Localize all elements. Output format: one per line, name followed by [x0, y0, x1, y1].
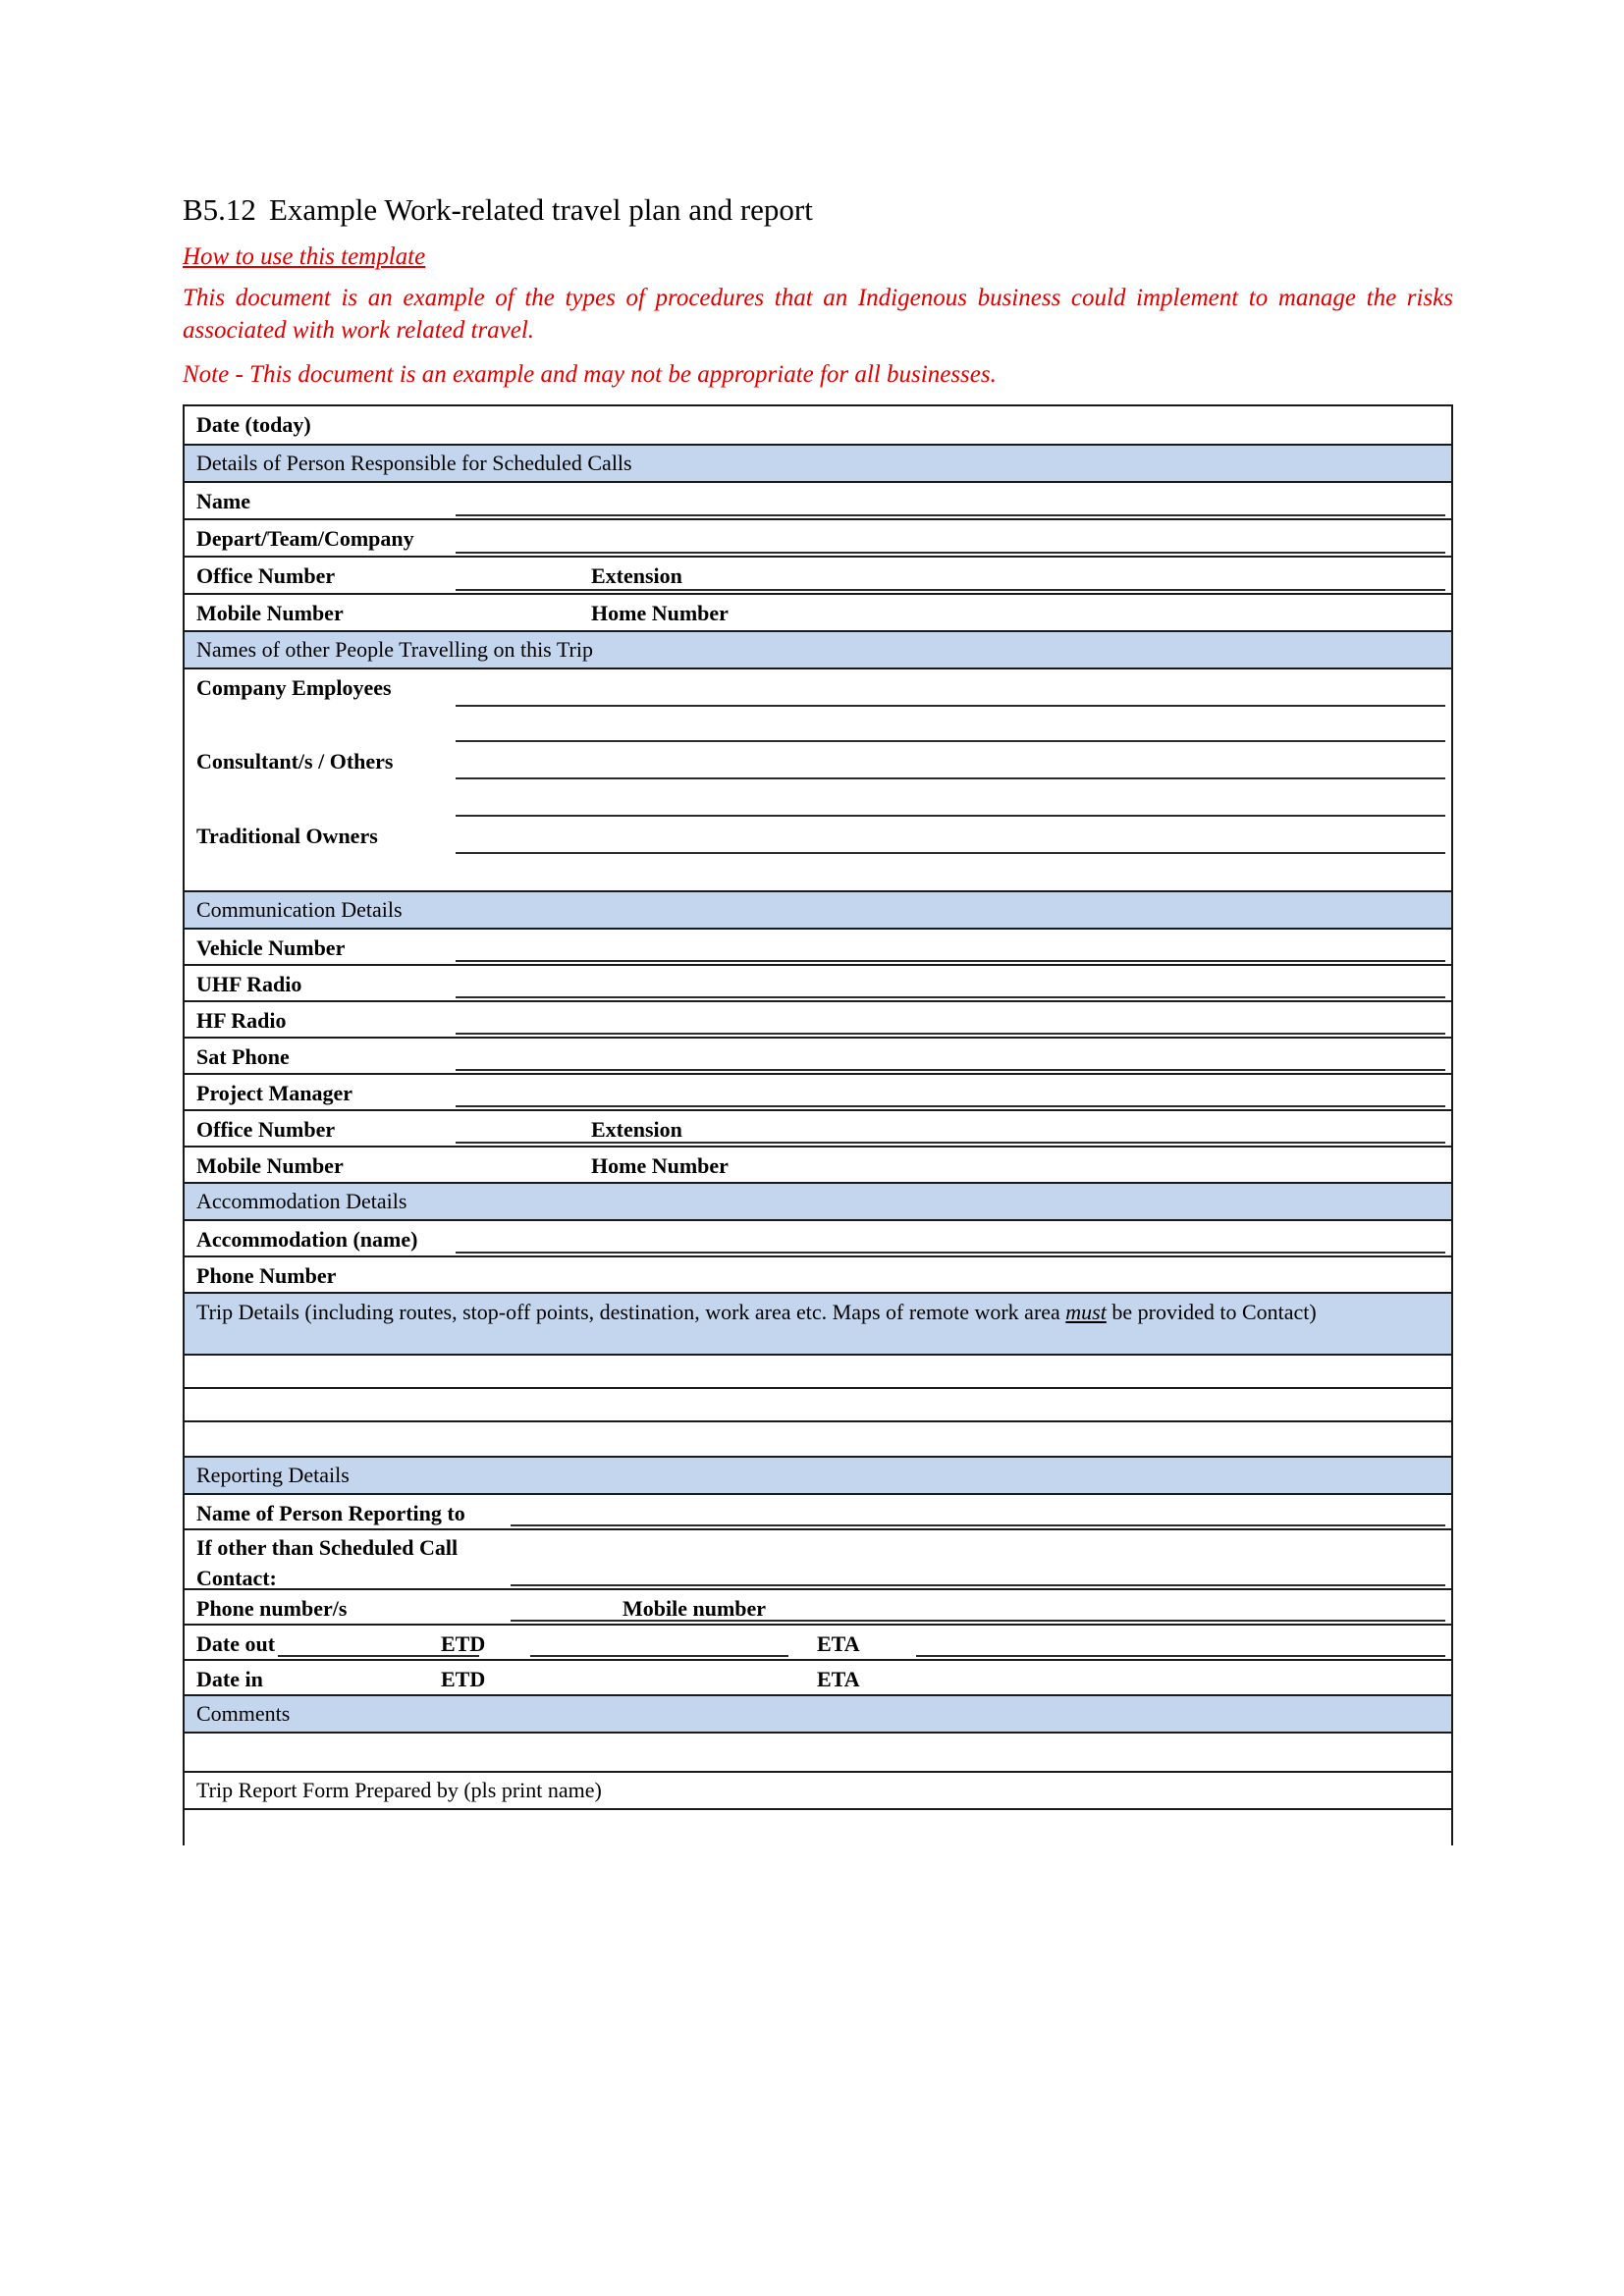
row-date-in: [185, 1661, 1451, 1696]
fill-line-date-out-eta[interactable]: [916, 1655, 1445, 1657]
page-title-number: B5.12: [183, 192, 256, 227]
label-uhf-radio: UHF Radio: [196, 972, 302, 997]
fill-line-office-number[interactable]: [456, 589, 760, 591]
document-content: [183, 192, 1453, 1845]
row-project-manager: [185, 1075, 1451, 1111]
row-uhf-radio: [185, 966, 1451, 1002]
row-accommodation-name: [185, 1221, 1451, 1257]
row-name: [185, 483, 1451, 520]
fill-line-date-out-etd[interactable]: [530, 1655, 788, 1657]
section-label-other-people: Names of other People Travelling on this Trip: [196, 637, 593, 663]
row-name-person-reporting: [185, 1495, 1451, 1530]
row-mobile-home-number: [185, 595, 1451, 632]
section-header-responsible-person: [185, 446, 1451, 483]
row-accommodation-phone-number: [185, 1257, 1451, 1294]
label-date-today: Date (today): [196, 412, 311, 438]
label-mobile-number: Mobile Number: [196, 601, 344, 626]
section-header-other-people: [185, 632, 1451, 669]
fill-line-accommodation-name[interactable]: [456, 1252, 1445, 1254]
fill-line-project-manager[interactable]: [456, 1105, 1445, 1107]
section-header-comments: [185, 1696, 1451, 1734]
fill-line-traditional-owners[interactable]: [456, 852, 1445, 854]
row-company-employees-extra: [185, 708, 1451, 743]
fill-line-consultants-others-1[interactable]: [456, 777, 1445, 779]
fill-line-vehicle-number[interactable]: [456, 960, 1445, 962]
label-accommodation-name: Accommodation (name): [196, 1227, 418, 1253]
section-label-trip-details: [194, 1294, 1317, 1331]
travel-plan-form: [183, 404, 1453, 1845]
fill-line-contact[interactable]: [511, 1584, 1445, 1586]
label-home-number: Home Number: [591, 601, 729, 626]
section-header-communication: [185, 892, 1451, 930]
label-name: Name: [196, 489, 250, 514]
fill-line-company-employees-2[interactable]: [456, 740, 1445, 742]
fill-line-depart-team-company[interactable]: [456, 552, 1445, 554]
section-label-comments: Comments: [196, 1701, 291, 1727]
row-date-today: [185, 406, 1451, 446]
row-hf-radio: [185, 1002, 1451, 1039]
label-mobile-number-reporting: Mobile number: [623, 1596, 767, 1622]
label-extension: Extension: [591, 563, 682, 589]
label-date-in-etd: ETD: [441, 1667, 486, 1692]
fill-line-name-person-reporting[interactable]: [511, 1524, 1445, 1526]
label-comm-office-number: Office Number: [196, 1117, 336, 1143]
row-consultants-others: [185, 743, 1451, 780]
fill-line-extension[interactable]: [731, 589, 1445, 591]
section-header-trip-details: [185, 1294, 1451, 1356]
section-label-reporting: Reporting Details: [196, 1463, 350, 1488]
section-label-accommodation: Accommodation Details: [196, 1189, 407, 1214]
fill-line-uhf-radio[interactable]: [456, 996, 1445, 998]
label-if-other-scheduled: If other than Scheduled Call: [196, 1535, 459, 1561]
fill-line-comm-office-number[interactable]: [456, 1142, 760, 1144]
row-office-number-extension: [185, 558, 1451, 595]
label-depart-team-company: Depart/Team/Company: [196, 526, 414, 552]
label-comm-extension: Extension: [591, 1117, 682, 1143]
label-hf-radio: HF Radio: [196, 1008, 287, 1034]
section-header-accommodation: [185, 1184, 1451, 1221]
section-header-reporting: [185, 1458, 1451, 1495]
label-accommodation-phone-number: Phone Number: [196, 1263, 337, 1289]
label-name-person-reporting: Name of Person Reporting to: [196, 1501, 465, 1526]
row-trip-details-entry-2[interactable]: [185, 1389, 1451, 1422]
row-traditional-owners-blank: [185, 855, 1451, 892]
label-date-out-etd: ETD: [441, 1631, 486, 1657]
row-comm-office-number-extension: [185, 1111, 1451, 1148]
label-contact: Contact:: [196, 1565, 277, 1590]
label-project-manager: Project Manager: [196, 1081, 353, 1106]
row-vehicle-number: [185, 930, 1451, 966]
fill-line-phone-numbers[interactable]: [511, 1620, 1445, 1622]
how-to-use-heading: How to use this template: [183, 242, 426, 270]
row-comments-entry[interactable]: [185, 1734, 1451, 1773]
label-comm-home-number: Home Number: [591, 1153, 729, 1179]
label-sat-phone: Sat Phone: [196, 1044, 290, 1070]
label-comm-mobile-number: Mobile Number: [196, 1153, 344, 1179]
trip-details-prefix: Trip Details (including routes, stop-off points, destination, work area etc. Maps of remote work area: [196, 1300, 1066, 1325]
label-vehicle-number: Vehicle Number: [196, 935, 346, 961]
fill-line-comm-extension[interactable]: [731, 1142, 1445, 1144]
row-company-employees: [185, 669, 1451, 708]
label-company-employees: Company Employees: [196, 675, 392, 701]
fill-line-consultants-others-2[interactable]: [456, 815, 1445, 817]
row-sat-phone: [185, 1039, 1451, 1075]
fill-line-name[interactable]: [456, 514, 1445, 516]
row-prepared-by: [185, 1773, 1451, 1810]
label-date-in: Date in: [196, 1667, 263, 1692]
fill-line-hf-radio[interactable]: [456, 1033, 1445, 1035]
row-phone-mobile-number: [185, 1590, 1451, 1626]
trip-details-suffix: be provided to Contact): [1106, 1300, 1317, 1325]
label-date-in-eta: ETA: [817, 1667, 860, 1692]
row-trip-details-entry-3[interactable]: [185, 1422, 1451, 1458]
section-label-communication: Communication Details: [196, 897, 403, 923]
fill-line-sat-phone[interactable]: [456, 1069, 1445, 1071]
row-depart-team-company: [185, 520, 1451, 558]
row-consultants-others-extra: [185, 780, 1451, 818]
label-consultants-others: Consultant/s / Others: [196, 749, 394, 774]
label-traditional-owners: Traditional Owners: [196, 824, 378, 849]
row-if-other-contact: [185, 1530, 1451, 1590]
row-traditional-owners: [185, 818, 1451, 855]
label-office-number: Office Number: [196, 563, 336, 589]
label-prepared-by: Trip Report Form Prepared by (pls print name): [196, 1778, 602, 1803]
template-note: Note - This document is an example and may not be appropriate for all businesses.: [183, 360, 997, 388]
label-date-out-eta: ETA: [817, 1631, 860, 1657]
page-title: [183, 192, 1453, 228]
template-description: This document is an example of the types of procedures that an Indigenous business could implement to manage the risks associated with work related travel.: [183, 284, 1453, 345]
section-label-responsible-person: Details of Person Responsible for Scheduled Calls: [196, 451, 632, 476]
label-date-out: Date out: [196, 1631, 276, 1657]
fill-line-date-out[interactable]: [278, 1655, 479, 1657]
row-trip-details-entry-1[interactable]: [185, 1356, 1451, 1389]
fill-line-company-employees-1[interactable]: [456, 705, 1445, 707]
row-comm-mobile-home-number: [185, 1148, 1451, 1184]
label-phone-numbers: Phone number/s: [196, 1596, 348, 1622]
trip-details-must: must: [1065, 1300, 1107, 1325]
row-date-out: [185, 1626, 1451, 1661]
row-prepared-by-entry[interactable]: [185, 1810, 1451, 1845]
page-title-text: Example Work-related travel plan and report: [269, 192, 813, 227]
